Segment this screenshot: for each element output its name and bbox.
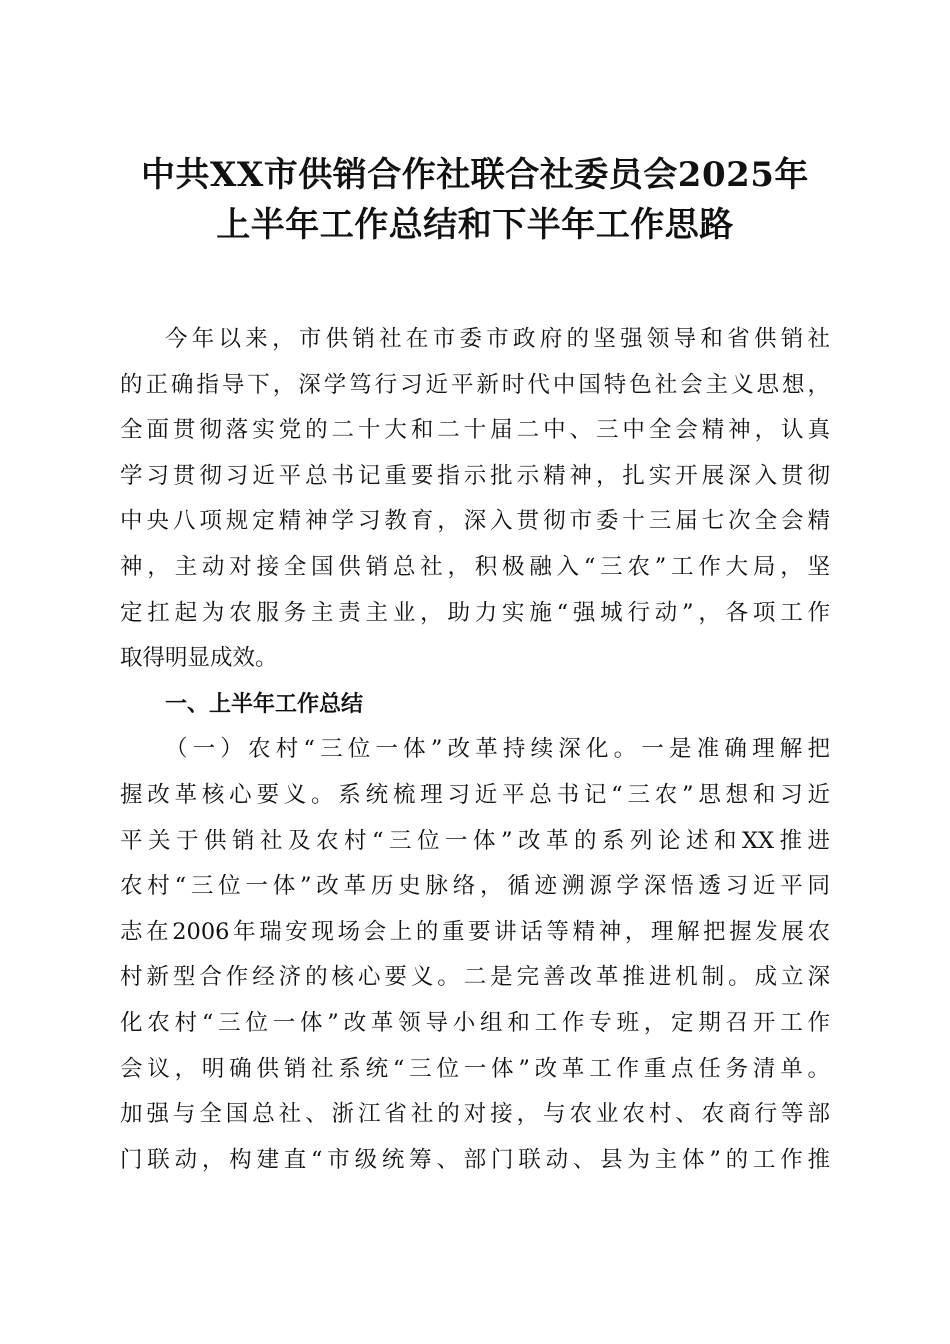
intro-line: 取得明显成效。 [120, 645, 278, 672]
document-body [120, 317, 830, 1183]
section-line: 加强与全国总社、浙江省社的对接，与农业农村、农商行等部 [120, 1101, 830, 1128]
intro-line: 学习贯彻习近平总书记重要指示批示精神，扎实开展深入贯彻 [120, 462, 830, 489]
intro-line: 中央八项规定精神学习教育，深入贯彻市委十三届七次全会精 [120, 508, 830, 535]
section-line: 会议，明确供销社系统“三位一体”改革工作重点任务清单。 [120, 1055, 830, 1082]
title-line-2: 上半年工作总结和下半年工作思路 [216, 205, 734, 245]
intro-line: 神，主动对接全国供销总社，积极融入“三农”工作大局，坚 [120, 553, 830, 580]
title-line-1: 中共XX市供销合作社联合社委员会2025年 [141, 155, 809, 195]
section-line: 化农村“三位一体”改革领导小组和工作专班，定期召开工作 [120, 1009, 830, 1036]
intro-line: 的正确指导下，深学笃行习近平新时代中国特色社会主义思想， [120, 371, 830, 398]
section-line: 门联动，构建直“市级统筹、部门联动、县为主体”的工作推 [120, 1146, 830, 1173]
section-line: 村新型合作经济的核心要义。二是完善改革推进机制。成立深 [120, 964, 830, 991]
section-line: （一）农村“三位一体”改革持续深化。一是准确理解把 [165, 736, 830, 763]
section-line: 平关于供销社及农村“三位一体”改革的系列论述和XX推进 [120, 827, 830, 854]
section-line: 志在2006年瑞安现场会上的重要讲话等精神，理解把握发展农 [120, 918, 830, 945]
intro-line: 今年以来，市供销社在市委市政府的坚强领导和省供销社 [165, 326, 830, 352]
section-line: 农村“三位一体”改革历史脉络，循迹溯源学深悟透习近平同 [120, 873, 830, 900]
intro-line: 定扛起为农服务主责主业，助力实施“强城行动”，各项工作 [120, 599, 830, 626]
section-heading: 一、上半年工作总结 [165, 691, 364, 717]
document-title [110, 150, 840, 250]
section-line: 握改革核心要义。系统梳理习近平总书记“三农”思想和习近 [120, 781, 830, 808]
intro-line: 全面贯彻落实党的二十大和二十届二中、三中全会精神，认真 [120, 417, 830, 444]
